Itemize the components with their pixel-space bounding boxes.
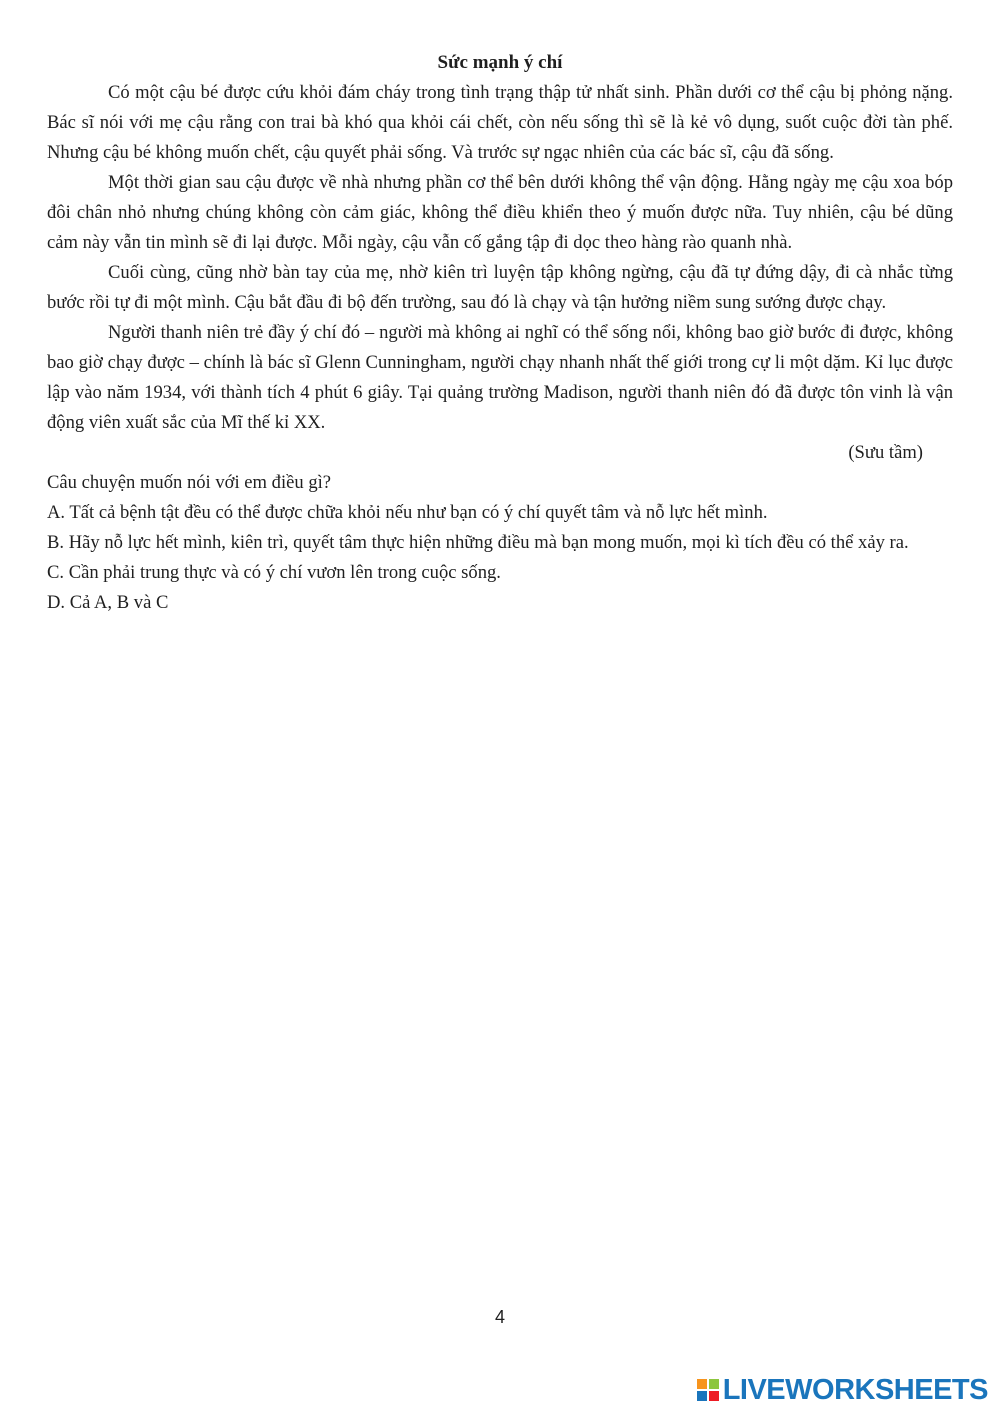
- option-b[interactable]: B. Hãy nỗ lực hết mình, kiên trì, quyết tâm thực hiện những điều mà bạn mong muốn, mọi kì tích đều có thể xảy ra.: [47, 532, 909, 553]
- page-number: 4: [494, 1307, 505, 1327]
- liveworksheets-logo-icon: [697, 1379, 719, 1401]
- option-c[interactable]: C. Cần phải trung thực và có ý chí vươn lên trong cuộc sống.: [47, 562, 501, 583]
- logo-square-red: [709, 1391, 719, 1401]
- story-paragraph-4: Người thanh niên trẻ đầy ý chí đó – người mà không ai nghĩ có thể sống nổi, không bao giờ bước đi được, không bao giờ chạy được – chính là bác sĩ Glenn Cunningham, người chạy nhanh nhất thế giới trong cự li một dặm. Kỉ lục được lập vào năm 1934, với thành tích 4 phút 6 giây. Tại quảng trường Madison, người thanh niên đó đã được tôn vinh là vận động viên xuất sắc của Mĩ thế kỉ XX.: [47, 322, 953, 433]
- logo-square-orange: [697, 1379, 707, 1389]
- logo-square-green: [709, 1379, 719, 1389]
- liveworksheets-brand[interactable]: [697, 1374, 988, 1406]
- logo-square-blue: [697, 1391, 707, 1401]
- question-text: Câu chuyện muốn nói với em điều gì?: [47, 472, 332, 493]
- story-paragraph-3: Cuối cùng, cũng nhờ bàn tay của mẹ, nhờ kiên trì luyện tập không ngừng, cậu đã tự đứng dậy, đi cà nhắc từng bước rồi tự đi một mình. Cậu bắt đầu đi bộ đến trường, sau đó là chạy và tận hưởng niềm sung sướng được chạy.: [47, 262, 953, 313]
- story-source: (Sưu tầm): [848, 442, 923, 463]
- option-a[interactable]: A. Tất cả bệnh tật đều có thể được chữa khỏi nếu như bạn có ý chí quyết tâm và nỗ lực hết mình.: [47, 502, 768, 523]
- story-title: Sức mạnh ý chí: [437, 52, 563, 73]
- brand-text: LIVEWORKSHEETS: [722, 1374, 988, 1406]
- document-page: [47, 48, 953, 618]
- story-paragraph-1: Có một cậu bé được cứu khỏi đám cháy trong tình trạng thập tử nhất sinh. Phần dưới cơ thể cậu bị phỏng nặng. Bác sĩ nói với mẹ cậu rằng con trai bà khó qua khỏi cái chết, còn nếu sống thì sẽ là kẻ vô dụng, suốt cuộc đời tàn phế. Nhưng cậu bé không muốn chết, cậu quyết phải sống. Và trước sự ngạc nhiên của các bác sĩ, cậu đã sống.: [47, 82, 953, 163]
- option-d[interactable]: D. Cả A, B và C: [47, 592, 169, 613]
- story-paragraph-2: Một thời gian sau cậu được về nhà nhưng phần cơ thể bên dưới không thể vận động. Hằng ngày mẹ cậu xoa bóp đôi chân nhỏ nhưng chúng không còn cảm giác, không thể điều khiển theo ý muốn được nữa. Tuy nhiên, cậu bé dũng cảm này vẫn tin mình sẽ đi lại được. Mỗi ngày, cậu vẫn cố gắng tập đi dọc theo hàng rào quanh nhà.: [47, 172, 953, 253]
